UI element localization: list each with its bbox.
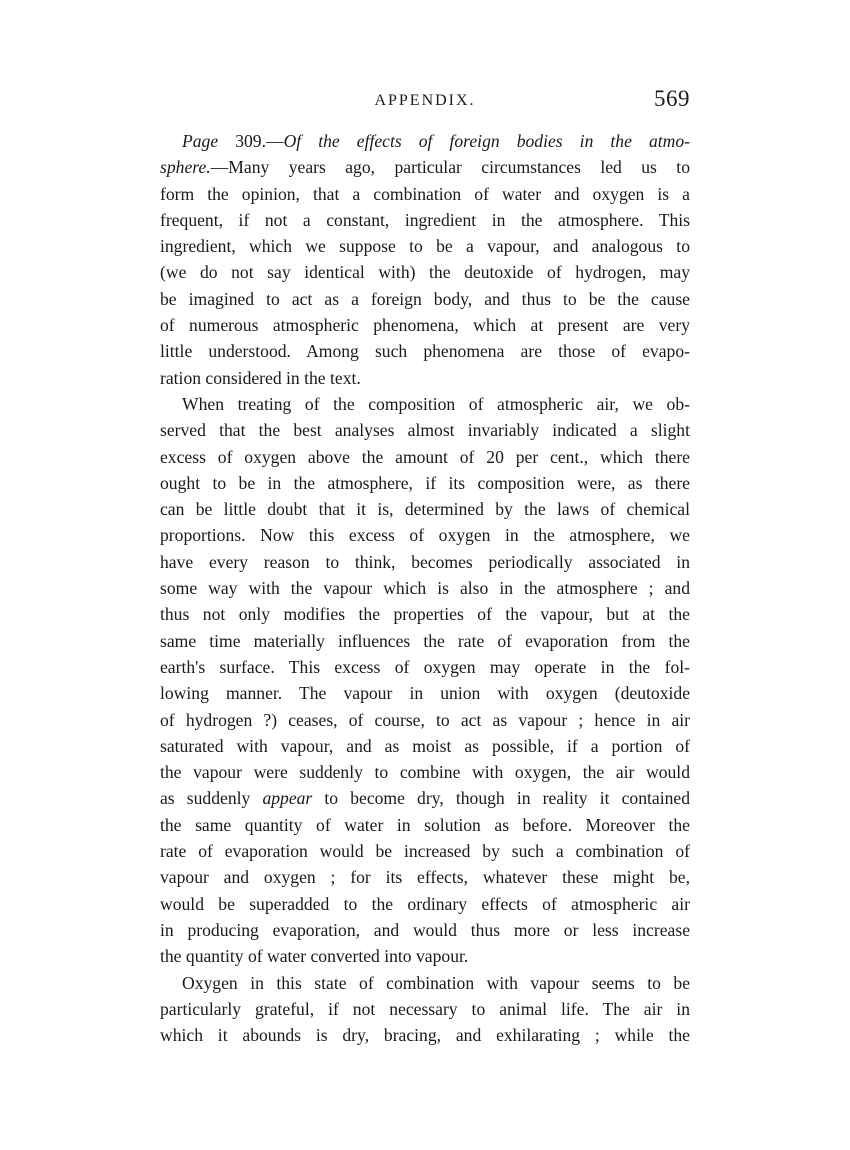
running-head xyxy=(160,86,690,116)
text-line: earth's surface. This excess of oxygen may operate in the fol- xyxy=(160,656,690,677)
running-head-title: APPENDIX. xyxy=(374,92,476,109)
text-line: the same quantity of water in solution as before. Moreover the xyxy=(160,814,690,835)
body-text xyxy=(160,128,690,1048)
section-heading-end: sphere. xyxy=(160,157,211,178)
paragraph-1 xyxy=(160,128,690,391)
text-line: the vapour were suddenly to combine with oxygen, the air would xyxy=(160,762,690,783)
text-line: Oxygen in this state of combination with vapour seems to be xyxy=(182,972,690,993)
text-line: particularly grateful, if not necessary to animal life. The air in xyxy=(160,998,690,1019)
text-line: form the opinion, that a combination of water and oxygen is a xyxy=(160,183,690,204)
text-line: thus not only modifies the properties of the vapour, but at the xyxy=(160,604,690,625)
section-heading: Of the effects of foreign bodies in the atmo- xyxy=(283,131,691,151)
text-line: of numerous atmospheric phenomena, which at present are very xyxy=(160,315,690,336)
text-line: have every reason to think, becomes periodically associated in xyxy=(160,551,690,572)
text-line: of hydrogen ?) ceases, of course, to act as vapour ; hence in air xyxy=(160,709,690,730)
text-line: When treating of the composition of atmospheric air, we ob- xyxy=(182,393,690,414)
emphasis-appear: appear xyxy=(262,788,313,809)
text-line: be imagined to act as a foreign body, and thus to be the cause xyxy=(160,288,690,309)
paragraph-2 xyxy=(160,391,690,970)
paragraph-3 xyxy=(160,970,690,1049)
text-line: some way with the vapour which is also in the atmosphere ; and xyxy=(160,578,690,599)
text-line: the quantity of water converted into vapour. xyxy=(160,946,469,967)
text-line: lowing manner. The vapour in union with oxygen (deutoxide xyxy=(160,683,690,704)
page-ref-number: 309.— xyxy=(218,131,284,151)
text-line: rate of evaporation would be increased by such a combination of xyxy=(160,841,690,862)
text-line: sphere.—Many years ago, particular circumstances led us to xyxy=(160,157,690,178)
text-line: ration considered in the text. xyxy=(160,367,361,388)
text-line: in producing evaporation, and would thus more or less increase xyxy=(160,919,690,940)
text-line: same time materially influences the rate of evaporation from the xyxy=(160,630,690,651)
text-line xyxy=(160,128,690,154)
text-line: frequent, if not a constant, ingredient in the atmosphere. This xyxy=(160,209,690,230)
text-line: vapour and oxygen ; for its effects, whatever these might be, xyxy=(160,867,690,888)
text-line: would be superadded to the ordinary effects of atmospheric air xyxy=(160,893,690,914)
text-line: served that the best analyses almost invariably indicated a slight xyxy=(160,420,690,441)
page-number: 569 xyxy=(654,86,690,111)
text-line: can be little doubt that it is, determined by the laws of chemical xyxy=(160,499,690,520)
text-line: which it abounds is dry, bracing, and exhilarating ; while the xyxy=(160,1025,690,1046)
text-line: proportions. Now this excess of oxygen in the atmosphere, we xyxy=(160,525,690,546)
text-line: excess of oxygen above the amount of 20 per cent., which there xyxy=(160,446,690,467)
text-line: little understood. Among such phenomena are those of evapo- xyxy=(160,341,690,362)
page-ref-label: Page xyxy=(182,131,219,151)
text-line: ought to be in the atmosphere, if its composition were, as there xyxy=(160,472,690,493)
text-line: as suddenly appear to become dry, though in reality it contained xyxy=(160,788,691,809)
text-line: ingredient, which we suppose to be a vapour, and analogous to xyxy=(160,236,690,257)
text-line: saturated with vapour, and as moist as possible, if a portion of xyxy=(160,735,690,756)
text-line: (we do not say identical with) the deutoxide of hydrogen, may xyxy=(160,262,690,283)
